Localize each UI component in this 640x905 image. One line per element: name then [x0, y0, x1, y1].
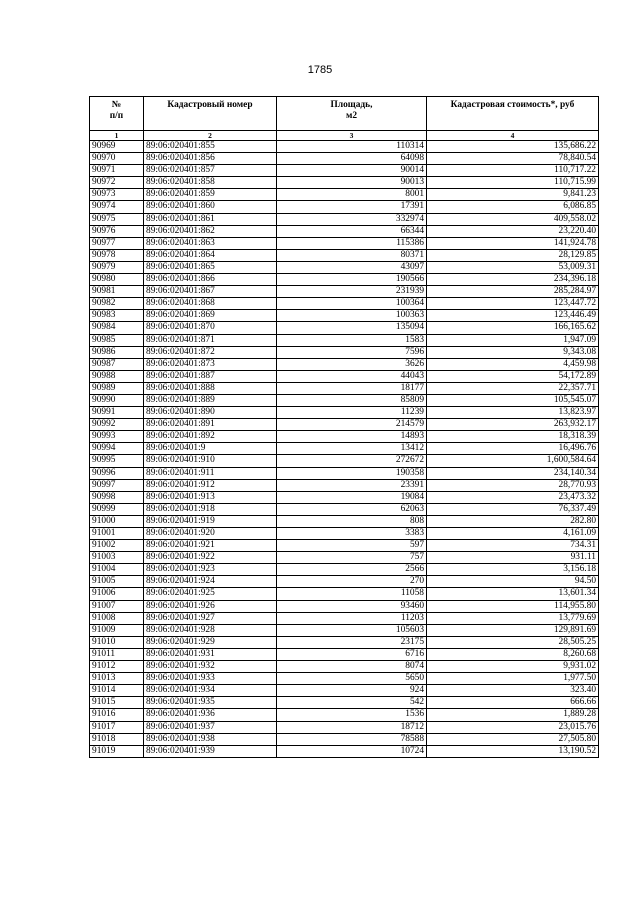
- cell-area: 272672: [277, 455, 427, 467]
- cell-cadastral-value: 8,260.68: [427, 648, 599, 660]
- cell-cadastral-value: 409,558.02: [427, 213, 599, 225]
- cell-cadastral-value: 23,473.32: [427, 491, 599, 503]
- cell-cadastral-number: 89:06:020401:925: [144, 588, 277, 600]
- column-number: 2: [144, 131, 277, 141]
- cell-cadastral-value: 13,190.52: [427, 745, 599, 757]
- table-row: [90, 322, 599, 334]
- table-row: [90, 600, 599, 612]
- cell-area: 115386: [277, 237, 427, 249]
- cell-index: 91013: [90, 673, 144, 685]
- cell-area: 23391: [277, 479, 427, 491]
- cell-cadastral-number: 89:06:020401:858: [144, 177, 277, 189]
- cell-area: 1583: [277, 334, 427, 346]
- cell-cadastral-value: 285,284.97: [427, 286, 599, 298]
- cell-cadastral-number: 89:06:020401:927: [144, 612, 277, 624]
- table-row: [90, 225, 599, 237]
- cell-cadastral-number: 89:06:020401:863: [144, 237, 277, 249]
- page-number: 1785: [307, 64, 333, 76]
- cell-cadastral-number: 89:06:020401:873: [144, 358, 277, 370]
- table-row: [90, 661, 599, 673]
- column-number: 1: [90, 131, 144, 141]
- cell-area: 11239: [277, 407, 427, 419]
- cell-index: 90982: [90, 298, 144, 310]
- cell-index: 91000: [90, 515, 144, 527]
- table-row: [90, 431, 599, 443]
- cell-index: 90998: [90, 491, 144, 503]
- cell-cadastral-value: 4,161.09: [427, 528, 599, 540]
- cell-index: 90996: [90, 467, 144, 479]
- table-row: [90, 503, 599, 515]
- cell-index: 90980: [90, 274, 144, 286]
- cell-cadastral-value: 18,318.39: [427, 431, 599, 443]
- table-row: [90, 189, 599, 201]
- table-row: [90, 648, 599, 660]
- cell-cadastral-value: 323.40: [427, 685, 599, 697]
- cell-cadastral-value: 931.11: [427, 552, 599, 564]
- cell-cadastral-number: 89:06:020401:936: [144, 709, 277, 721]
- table-row: [90, 358, 599, 370]
- cell-cadastral-number: 89:06:020401:938: [144, 733, 277, 745]
- table-row: [90, 528, 599, 540]
- table-row: [90, 588, 599, 600]
- cell-area: 6716: [277, 648, 427, 660]
- cell-cadastral-number: 89:06:020401:935: [144, 697, 277, 709]
- cell-index: 91006: [90, 588, 144, 600]
- cell-cadastral-value: 666.66: [427, 697, 599, 709]
- cell-area: 66344: [277, 225, 427, 237]
- cell-cadastral-value: 13,601.34: [427, 588, 599, 600]
- cell-cadastral-value: 9,343.08: [427, 346, 599, 358]
- cell-area: 8074: [277, 661, 427, 673]
- cell-area: 100363: [277, 310, 427, 322]
- cell-cadastral-number: 89:06:020401:887: [144, 370, 277, 382]
- cell-cadastral-value: 78,840.54: [427, 153, 599, 165]
- cell-area: 5650: [277, 673, 427, 685]
- table-row: [90, 479, 599, 491]
- table-row: [90, 515, 599, 527]
- cell-area: 100364: [277, 298, 427, 310]
- cell-cadastral-number: 89:06:020401:920: [144, 528, 277, 540]
- cell-cadastral-value: 1,600,584.64: [427, 455, 599, 467]
- cell-cadastral-value: 129,891.69: [427, 624, 599, 636]
- cell-index: 91008: [90, 612, 144, 624]
- cell-index: 91004: [90, 564, 144, 576]
- table-row: [90, 540, 599, 552]
- header-index: № п/п: [90, 97, 144, 131]
- cell-area: 13412: [277, 443, 427, 455]
- table-row: [90, 310, 599, 322]
- cell-cadastral-number: 89:06:020401:888: [144, 382, 277, 394]
- cell-cadastral-value: 263,932.17: [427, 419, 599, 431]
- cell-cadastral-value: 110,715.99: [427, 177, 599, 189]
- table-row: [90, 685, 599, 697]
- cell-cadastral-number: 89:06:020401:890: [144, 407, 277, 419]
- table-row: [90, 237, 599, 249]
- cell-index: 90981: [90, 286, 144, 298]
- table-row: [90, 443, 599, 455]
- cell-cadastral-value: 23,220.40: [427, 225, 599, 237]
- table-row: [90, 165, 599, 177]
- cell-cadastral-number: 89:06:020401:855: [144, 141, 277, 153]
- cell-cadastral-number: 89:06:020401:871: [144, 334, 277, 346]
- cell-index: 90990: [90, 394, 144, 406]
- cell-cadastral-number: 89:06:020401:923: [144, 564, 277, 576]
- cell-area: 231939: [277, 286, 427, 298]
- cell-index: 91003: [90, 552, 144, 564]
- cell-cadastral-number: 89:06:020401:921: [144, 540, 277, 552]
- cell-area: 90013: [277, 177, 427, 189]
- cell-cadastral-number: 89:06:020401:870: [144, 322, 277, 334]
- table-row: [90, 382, 599, 394]
- cell-cadastral-value: 9,931.02: [427, 661, 599, 673]
- cell-cadastral-value: 166,165.62: [427, 322, 599, 334]
- cell-index: 91012: [90, 661, 144, 673]
- cell-index: 90984: [90, 322, 144, 334]
- cell-index: 91001: [90, 528, 144, 540]
- cell-area: 8001: [277, 189, 427, 201]
- cadastral-table: [89, 96, 599, 758]
- table-row: [90, 467, 599, 479]
- cell-area: 3383: [277, 528, 427, 540]
- table-row: [90, 576, 599, 588]
- cell-cadastral-number: 89:06:020401:9: [144, 443, 277, 455]
- table-row: [90, 624, 599, 636]
- cell-index: 90991: [90, 407, 144, 419]
- cell-cadastral-value: 9,841.23: [427, 189, 599, 201]
- cell-area: 808: [277, 515, 427, 527]
- table-row: [90, 407, 599, 419]
- cell-cadastral-number: 89:06:020401:937: [144, 721, 277, 733]
- cell-cadastral-value: 53,009.31: [427, 261, 599, 273]
- cell-index: 90978: [90, 249, 144, 261]
- cell-index: 91009: [90, 624, 144, 636]
- cell-index: 91005: [90, 576, 144, 588]
- cell-area: 110314: [277, 141, 427, 153]
- cell-area: 19084: [277, 491, 427, 503]
- table-row: [90, 286, 599, 298]
- cell-cadastral-number: 89:06:020401:867: [144, 286, 277, 298]
- cell-cadastral-value: 734.31: [427, 540, 599, 552]
- cell-area: 214579: [277, 419, 427, 431]
- cell-index: 90995: [90, 455, 144, 467]
- cell-index: 90979: [90, 261, 144, 273]
- cell-cadastral-value: 16,496.76: [427, 443, 599, 455]
- cell-cadastral-number: 89:06:020401:913: [144, 491, 277, 503]
- cell-cadastral-value: 76,337.49: [427, 503, 599, 515]
- cell-area: 17391: [277, 201, 427, 213]
- cell-cadastral-number: 89:06:020401:931: [144, 648, 277, 660]
- cell-cadastral-number: 89:06:020401:868: [144, 298, 277, 310]
- cell-cadastral-number: 89:06:020401:891: [144, 419, 277, 431]
- cell-area: 85809: [277, 394, 427, 406]
- table-row: [90, 334, 599, 346]
- cell-index: 90976: [90, 225, 144, 237]
- cell-cadastral-value: 27,505.80: [427, 733, 599, 745]
- cell-cadastral-number: 89:06:020401:928: [144, 624, 277, 636]
- cell-area: 924: [277, 685, 427, 697]
- cell-area: 90014: [277, 165, 427, 177]
- cell-index: 90999: [90, 503, 144, 515]
- cell-area: 18177: [277, 382, 427, 394]
- cell-area: 23175: [277, 636, 427, 648]
- cell-cadastral-number: 89:06:020401:919: [144, 515, 277, 527]
- table-row: [90, 636, 599, 648]
- table-row: [90, 721, 599, 733]
- cell-index: 90975: [90, 213, 144, 225]
- cell-area: 105603: [277, 624, 427, 636]
- cell-cadastral-value: 110,717.22: [427, 165, 599, 177]
- cell-cadastral-value: 105,545.07: [427, 394, 599, 406]
- cell-index: 90987: [90, 358, 144, 370]
- cell-cadastral-number: 89:06:020401:889: [144, 394, 277, 406]
- cell-area: 3626: [277, 358, 427, 370]
- cell-cadastral-number: 89:06:020401:932: [144, 661, 277, 673]
- cell-cadastral-number: 89:06:020401:922: [144, 552, 277, 564]
- cell-area: 757: [277, 552, 427, 564]
- cell-cadastral-number: 89:06:020401:926: [144, 600, 277, 612]
- table-row: [90, 419, 599, 431]
- table-row: [90, 673, 599, 685]
- table-row: [90, 261, 599, 273]
- cell-cadastral-value: 234,140.34: [427, 467, 599, 479]
- table-row: [90, 274, 599, 286]
- cell-index: 90970: [90, 153, 144, 165]
- cell-index: 90993: [90, 431, 144, 443]
- table-row: [90, 697, 599, 709]
- cell-index: 90986: [90, 346, 144, 358]
- cell-index: 90997: [90, 479, 144, 491]
- cell-index: 90992: [90, 419, 144, 431]
- cell-cadastral-value: 234,396.18: [427, 274, 599, 286]
- cell-index: 90983: [90, 310, 144, 322]
- cell-cadastral-value: 114,955.80: [427, 600, 599, 612]
- cell-area: 43097: [277, 261, 427, 273]
- table-row: [90, 552, 599, 564]
- cell-cadastral-value: 22,357.71: [427, 382, 599, 394]
- cell-cadastral-value: 135,686.22: [427, 141, 599, 153]
- cell-index: 91015: [90, 697, 144, 709]
- cell-cadastral-number: 89:06:020401:918: [144, 503, 277, 515]
- cell-area: 542: [277, 697, 427, 709]
- cell-area: 80371: [277, 249, 427, 261]
- cell-area: 64098: [277, 153, 427, 165]
- header-row: [90, 97, 599, 131]
- table-row: [90, 612, 599, 624]
- cell-cadastral-value: 23,015.76: [427, 721, 599, 733]
- table-row: [90, 745, 599, 757]
- cell-area: 93460: [277, 600, 427, 612]
- cell-index: 90974: [90, 201, 144, 213]
- cell-area: 190566: [277, 274, 427, 286]
- table-row: [90, 213, 599, 225]
- cell-index: 91018: [90, 733, 144, 745]
- cell-area: 11203: [277, 612, 427, 624]
- cell-cadastral-value: 1,977.50: [427, 673, 599, 685]
- cell-cadastral-value: 13,779.69: [427, 612, 599, 624]
- cell-cadastral-value: 123,447.72: [427, 298, 599, 310]
- cell-cadastral-value: 13,823.97: [427, 407, 599, 419]
- cell-area: 18712: [277, 721, 427, 733]
- cell-index: 91007: [90, 600, 144, 612]
- table-row: [90, 491, 599, 503]
- column-number-row: [90, 131, 599, 141]
- column-number: 4: [427, 131, 599, 141]
- cell-index: 91014: [90, 685, 144, 697]
- cell-area: 270: [277, 576, 427, 588]
- cell-cadastral-value: 123,446.49: [427, 310, 599, 322]
- table-row: [90, 201, 599, 213]
- cell-index: 91002: [90, 540, 144, 552]
- cell-area: 11058: [277, 588, 427, 600]
- cell-area: 44043: [277, 370, 427, 382]
- cell-index: 91011: [90, 648, 144, 660]
- cell-area: 2566: [277, 564, 427, 576]
- cell-cadastral-number: 89:06:020401:910: [144, 455, 277, 467]
- cell-area: 7596: [277, 346, 427, 358]
- cell-cadastral-value: 28,505.25: [427, 636, 599, 648]
- cell-cadastral-number: 89:06:020401:857: [144, 165, 277, 177]
- header-cadastral-value: Кадастровая стоимость*, руб: [427, 97, 599, 131]
- table-row: [90, 298, 599, 310]
- cell-cadastral-value: 54,172.89: [427, 370, 599, 382]
- cell-index: 90985: [90, 334, 144, 346]
- cell-cadastral-number: 89:06:020401:924: [144, 576, 277, 588]
- cell-index: 90973: [90, 189, 144, 201]
- cell-area: 10724: [277, 745, 427, 757]
- table-row: [90, 370, 599, 382]
- cell-index: 90988: [90, 370, 144, 382]
- cell-index: 90969: [90, 141, 144, 153]
- cell-cadastral-number: 89:06:020401:860: [144, 201, 277, 213]
- cell-index: 91017: [90, 721, 144, 733]
- cell-area: 78588: [277, 733, 427, 745]
- cell-cadastral-number: 89:06:020401:862: [144, 225, 277, 237]
- cell-index: 91019: [90, 745, 144, 757]
- cell-index: 91010: [90, 636, 144, 648]
- cell-cadastral-value: 28,129.85: [427, 249, 599, 261]
- table-row: [90, 455, 599, 467]
- cell-area: 1536: [277, 709, 427, 721]
- header-cadastral-number: Кадастровый номер: [144, 97, 277, 131]
- table-row: [90, 709, 599, 721]
- cell-index: 90994: [90, 443, 144, 455]
- table-row: [90, 141, 599, 153]
- cell-cadastral-number: 89:06:020401:861: [144, 213, 277, 225]
- column-number: 3: [277, 131, 427, 141]
- cell-cadastral-number: 89:06:020401:892: [144, 431, 277, 443]
- header-area: Площадь, м2: [277, 97, 427, 131]
- cell-index: 90971: [90, 165, 144, 177]
- cell-cadastral-value: 6,086.85: [427, 201, 599, 213]
- cell-cadastral-value: 28,770.93: [427, 479, 599, 491]
- cell-cadastral-number: 89:06:020401:933: [144, 673, 277, 685]
- table-row: [90, 394, 599, 406]
- cell-index: 90989: [90, 382, 144, 394]
- table-row: [90, 564, 599, 576]
- cell-cadastral-number: 89:06:020401:856: [144, 153, 277, 165]
- cell-cadastral-number: 89:06:020401:934: [144, 685, 277, 697]
- table-row: [90, 249, 599, 261]
- cell-cadastral-number: 89:06:020401:859: [144, 189, 277, 201]
- cell-cadastral-value: 282.80: [427, 515, 599, 527]
- cell-cadastral-number: 89:06:020401:872: [144, 346, 277, 358]
- cell-cadastral-number: 89:06:020401:939: [144, 745, 277, 757]
- table-row: [90, 177, 599, 189]
- cell-cadastral-number: 89:06:020401:865: [144, 261, 277, 273]
- cell-cadastral-value: 4,459.98: [427, 358, 599, 370]
- table-row: [90, 153, 599, 165]
- cell-index: 91016: [90, 709, 144, 721]
- cell-area: 190358: [277, 467, 427, 479]
- cell-cadastral-value: 1,889.28: [427, 709, 599, 721]
- cell-cadastral-value: 1,947.09: [427, 334, 599, 346]
- cell-index: 90972: [90, 177, 144, 189]
- cell-area: 597: [277, 540, 427, 552]
- cell-area: 62063: [277, 503, 427, 515]
- cell-cadastral-number: 89:06:020401:929: [144, 636, 277, 648]
- cell-cadastral-number: 89:06:020401:866: [144, 274, 277, 286]
- cell-cadastral-value: 94.50: [427, 576, 599, 588]
- cell-index: 90977: [90, 237, 144, 249]
- cell-cadastral-number: 89:06:020401:912: [144, 479, 277, 491]
- cell-cadastral-number: 89:06:020401:864: [144, 249, 277, 261]
- cell-cadastral-value: 3,156.18: [427, 564, 599, 576]
- cell-cadastral-value: 141,924.78: [427, 237, 599, 249]
- cell-area: 135094: [277, 322, 427, 334]
- cell-area: 14893: [277, 431, 427, 443]
- cell-cadastral-number: 89:06:020401:911: [144, 467, 277, 479]
- cell-cadastral-number: 89:06:020401:869: [144, 310, 277, 322]
- table-row: [90, 346, 599, 358]
- table-row: [90, 733, 599, 745]
- cell-area: 332974: [277, 213, 427, 225]
